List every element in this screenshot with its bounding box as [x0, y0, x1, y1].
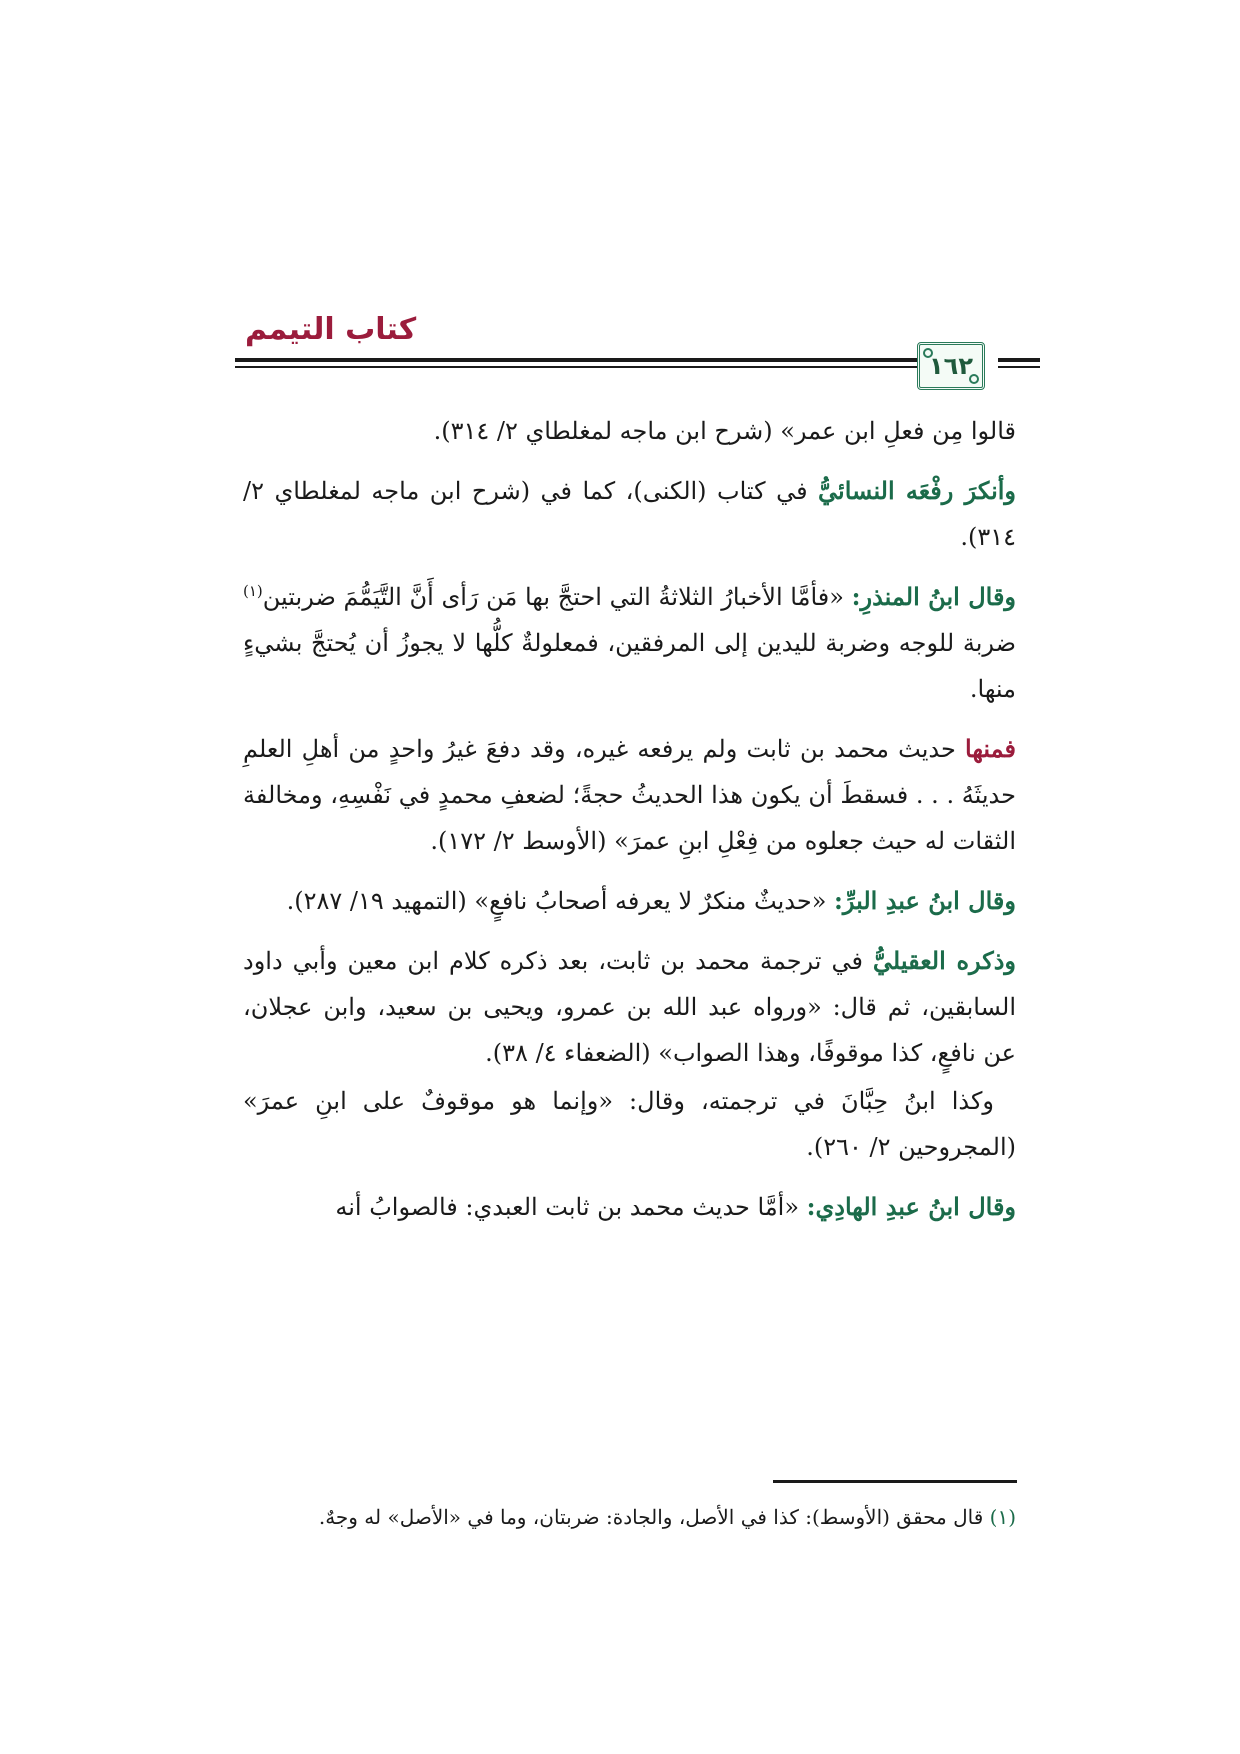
- header-rule: [235, 358, 970, 362]
- paragraph-text: «أمَّا حديث محمد بن ثابت العبدي: فالصوابُ أنه: [335, 1193, 807, 1221]
- paragraph: [243, 1078, 1016, 1170]
- paragraph: [243, 1184, 1016, 1230]
- paragraph-lead: فمنها: [965, 734, 1016, 763]
- paragraph-lead: وقال ابنُ عبدِ الهادِي:: [806, 1192, 1016, 1221]
- paragraph-text: في ترجمة محمد بن ثابت، بعد ذكره كلام ابن معين وأبي داود السابقين، ثم قال: «ورواه عبد الله بن عمرو، ويحيى بن سعيد، وابن عجلان، عن نافعٍ، كذا موقوفًا، وهذا الصواب» (الضعفاء ٤/ ٣٨).: [243, 947, 1016, 1067]
- paragraph-lead: وأنكرَ رفْعَه النسائيُّ: [818, 476, 1017, 505]
- paragraph: [243, 468, 1016, 560]
- footnote-text: قال محقق (الأوسط): كذا في الأصل، والجادة: ضربتان، وما في «الأصل» له وجهٌ.: [318, 1505, 990, 1529]
- paragraph-text-cont: ضربة للوجه وضربة لليدين إلى المرفقين، فمعلولةٌ كلُّها لا يجوزُ أن يُحتجَّ بشيءٍ منها.: [243, 629, 1016, 703]
- paragraph: [243, 574, 1016, 712]
- footnote-marker[interactable]: (١): [243, 582, 263, 600]
- paragraph-lead: وقال ابنُ عبدِ البرِّ:: [834, 886, 1016, 915]
- header-rule-thin: [235, 366, 970, 368]
- paragraph-text: وكذا ابنُ حِبَّانَ في ترجمته، وقال: «وإنما هو موقوفٌ على ابنِ عمرَ» (المجروحين ٢/ ٢٦٠).: [243, 1087, 1016, 1161]
- paragraph-lead: وذكره العقيليُّ: [872, 946, 1016, 975]
- paragraph: [243, 938, 1016, 1076]
- paragraph-text: قالوا مِن فعلِ ابن عمر» (شرح ابن ماجه لمغلطاي ٢/ ٣١٤).: [433, 417, 1016, 445]
- paragraph: [243, 726, 1016, 864]
- main-text: [243, 408, 1016, 1244]
- footnote: [243, 1498, 1016, 1536]
- paragraph-text: «حديثٌ منكرٌ لا يعرفه أصحابُ نافعٍ» (التمهيد ١٩/ ٢٨٧).: [286, 887, 835, 915]
- page-number-badge: [917, 342, 985, 390]
- page-header: [235, 300, 1040, 390]
- paragraph-text: حديث محمد بن ثابت ولم يرفعه غيره، وقد دفعَ غيرُ واحدٍ من أهلِ العلمِ حديثَهُ . . . فسقطَ أن يكون هذا الحديثُ حجةً؛ لضعفِ محمدٍ في نَفْسِهِ، ومخالفة الثقات له حيث جعلوه من فِعْلِ ابنِ عمرَ» (الأوسط ٢/ ١٧٢).: [243, 735, 1016, 855]
- paragraph-text: في كتاب (الكنى)، كما في (شرح ابن ماجه لمغلطاي ٢/ ٣١٤).: [243, 477, 1016, 551]
- paragraph: [243, 878, 1016, 924]
- page-number: ١٦٢: [929, 352, 973, 380]
- footnote-divider: [773, 1480, 1017, 1483]
- header-rule-right-thin: [998, 366, 1040, 368]
- header-rule-right: [998, 358, 1040, 362]
- paragraph: [243, 408, 1016, 454]
- footnote-number: (١): [989, 1505, 1016, 1529]
- paragraph-text: «فأمَّا الأخبارُ الثلاثةُ التي احتجَّ بها مَن رَأى أَنَّ التَّيَمُّمَ ضربتين: [262, 583, 852, 611]
- paragraph-lead: وقال ابنُ المنذرِ:: [851, 582, 1017, 611]
- book-title: كتاب التيمم: [245, 312, 417, 347]
